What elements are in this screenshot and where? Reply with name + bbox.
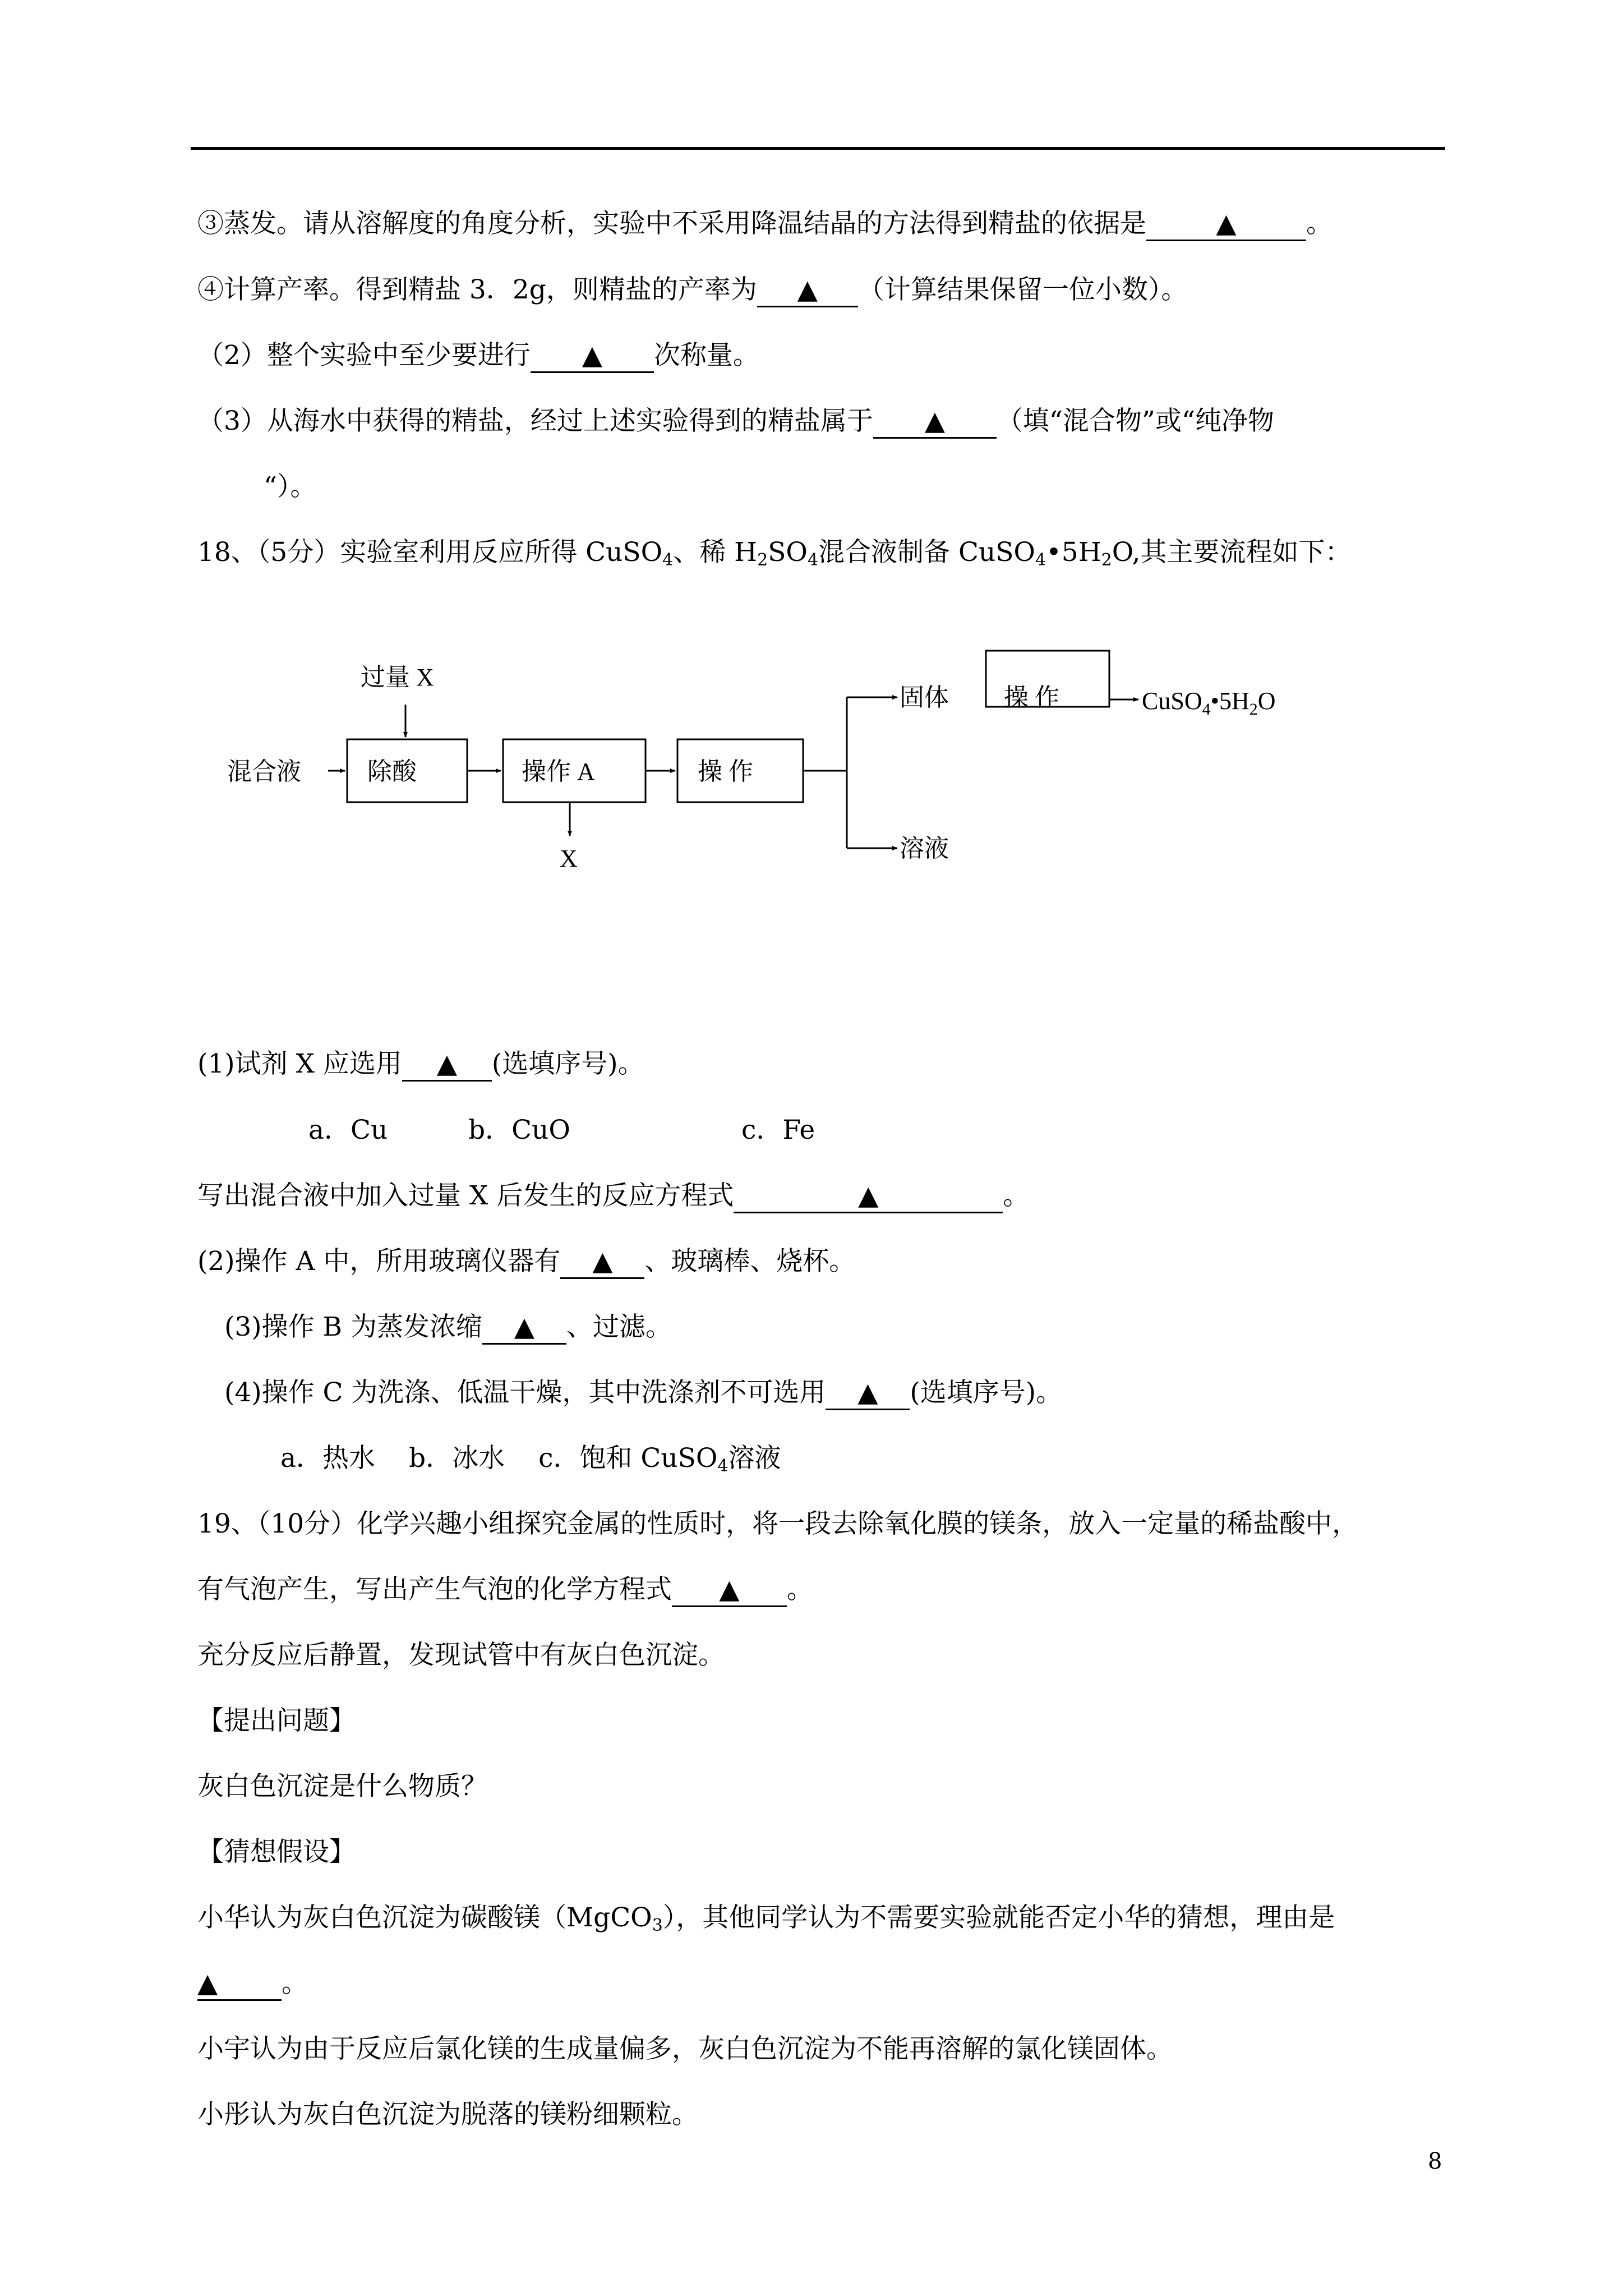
- q17-step4: ④计算产率。得到精盐 3．2g，则精盐的产率为 ▲ （计算结果保留一位小数）。: [197, 273, 1187, 307]
- q19-hua-answer: ▲ 。: [197, 1967, 308, 2001]
- q17-part3: （3）从海水中获得的精盐，经过上述实验得到的精盐属于 ▲ （填“混合物”或“纯净物: [197, 404, 1274, 439]
- answer-blank[interactable]: ▲: [197, 1968, 282, 2001]
- q19-tong: 小彤认为灰白色沉淀为脱落的镁粉细颗粒。: [197, 2099, 698, 2130]
- q19-yu: 小宇认为由于反应后氯化镁的生成量偏多，灰白色沉淀为不能再溶解的氯化镁固体。: [197, 2033, 1173, 2064]
- q19-line2: 有气泡产生，写出产生气泡的化学方程式 ▲ 。: [197, 1573, 813, 1607]
- answer-blank[interactable]: ▲: [560, 1246, 644, 1279]
- answer-blank[interactable]: ▲: [672, 1574, 787, 1607]
- flow-label-solid: 固体: [900, 684, 949, 711]
- flow-label-box4: 操 作: [1004, 684, 1059, 711]
- flow-label-box2: 操作 A: [522, 758, 595, 785]
- page-number: 8: [1428, 2148, 1442, 2174]
- q19-heading-question: 【提出问题】: [197, 1705, 356, 1736]
- q17-step3: ③蒸发。请从溶解度的角度分析，实验中不采用降温结晶的方法得到精盐的依据是 ▲ 。: [197, 207, 1332, 241]
- flow-label-reagent: 过量 X: [361, 664, 434, 691]
- q18-equation: 写出混合液中加入过量 X 后发生的反应方程式 ▲ 。: [197, 1179, 1029, 1213]
- q18-options1-c: c．Fe: [741, 1115, 815, 1145]
- q18-options1: a．Cu: [308, 1115, 388, 1145]
- answer-blank[interactable]: ▲: [873, 406, 997, 439]
- q18-part3: (3)操作 B 为蒸发浓缩 ▲ 、过滤。: [224, 1310, 672, 1345]
- q18-part2: (2)操作 A 中，所用玻璃仪器有 ▲ 、玻璃棒、烧杯。: [197, 1245, 855, 1279]
- q18-part1: (1)试剂 X 应选用 ▲ (选填序号)。: [197, 1047, 644, 1082]
- q18-options2: a．热水 b．冰水 c．饱和 CuSO$_4$溶液: [280, 1443, 781, 1476]
- q19-hua: 小华认为灰白色沉淀为碳酸镁（MgCO$_3$），其他同学认为不需要实验就能否定小华的猜想，理由是: [197, 1902, 1335, 1935]
- flow-label-box3: 操 作: [698, 758, 753, 785]
- q18-options1-b: b．CuO: [468, 1115, 570, 1145]
- answer-blank[interactable]: ▲: [1146, 208, 1306, 241]
- answer-blank[interactable]: ▲: [734, 1180, 1003, 1213]
- answer-blank[interactable]: ▲: [757, 274, 858, 307]
- q19-line3: 充分反应后静置，发现试管中有灰白色沉淀。: [197, 1640, 725, 1671]
- flow-label-box1: 除酸: [367, 758, 417, 785]
- answer-blank[interactable]: ▲: [402, 1048, 492, 1082]
- answer-blank[interactable]: ▲: [531, 340, 654, 373]
- flow-label-x-out: X: [560, 845, 578, 872]
- q19-question: 灰白色沉淀是什么物质？: [197, 1771, 487, 1802]
- flow-label-solution: 溶液: [900, 835, 949, 862]
- q17-part3-cont: “）。: [264, 471, 317, 502]
- q19-line1: 19、（10分）化学兴趣小组探究金属的性质时，将一段去除氧化膜的镁条，放入一定量的稀盐酸中，: [197, 1508, 1359, 1539]
- q18-intro: 18、（5分）实验室利用反应所得 CuSO$_4$、稀 $H_2SO_4$混合液制备 $CuSO_4•5H_2O$,其主要流程如下：: [197, 537, 1352, 570]
- q17-part2: （2）整个实验中至少要进行 ▲ 次称量。: [197, 339, 759, 373]
- answer-blank[interactable]: ▲: [482, 1312, 566, 1345]
- answer-blank[interactable]: ▲: [826, 1377, 910, 1410]
- flow-label-product: $CuSO_4•5H_2O$: [1142, 687, 1276, 719]
- q18-part4: (4)操作 C 为洗涤、低温干燥，其中洗涤剂不可选用 ▲ (选填序号)。: [224, 1376, 1062, 1410]
- q19-heading-hypothesis: 【猜想假设】: [197, 1837, 356, 1867]
- flow-label-input: 混合液: [227, 758, 301, 785]
